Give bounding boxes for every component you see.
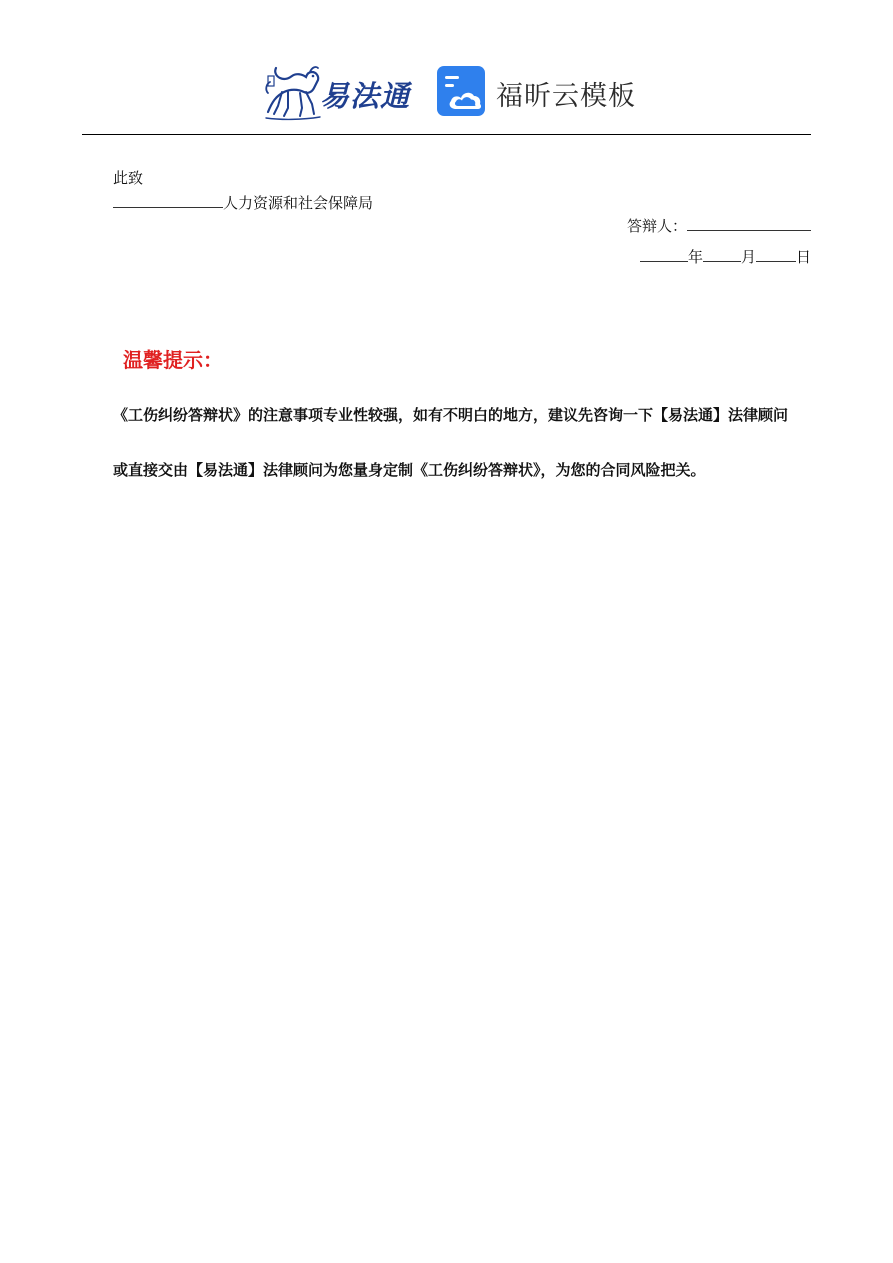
tip-text-line-2: 或直接交由【易法通】法律顾问为您量身定制《工伤纠纷答辩状》，为您的合同风险把关。: [113, 461, 706, 479]
day-blank: [756, 246, 796, 262]
date-day-label: 日: [795, 248, 811, 266]
yifatong-logo: [262, 62, 418, 124]
tip-text-line-1: 《工伤纠纷答辩状》的注意事项专业性较强，如有不明白的地方，建议先咨询一下【易法通】法律顾问: [113, 406, 789, 424]
tip-title: 温馨提示：: [123, 348, 223, 372]
respondent-label: 答辩人：: [626, 217, 687, 235]
qilin-mascot-icon: [262, 62, 324, 122]
year-blank: [640, 246, 688, 262]
addressee-blank: [113, 192, 223, 208]
date-line: [640, 246, 811, 267]
date-year-label: 年: [687, 248, 703, 266]
page-header: [0, 56, 893, 126]
fuxin-cloud-template-logo: [436, 65, 636, 119]
salutation: 此致: [113, 169, 144, 187]
cloud-document-icon: [436, 65, 488, 117]
respondent-blank: [687, 215, 811, 231]
yifatong-logo-text: 易法通: [320, 79, 411, 113]
addressee-suffix: 人力资源和社会保障局: [223, 194, 374, 212]
fuxin-logo-text: 福昕云模板: [496, 81, 636, 112]
addressee-line: [113, 192, 373, 213]
month-blank: [703, 246, 741, 262]
respondent-signature-line: [627, 215, 811, 236]
date-month-label: 月: [740, 248, 756, 266]
header-divider: [82, 134, 811, 135]
